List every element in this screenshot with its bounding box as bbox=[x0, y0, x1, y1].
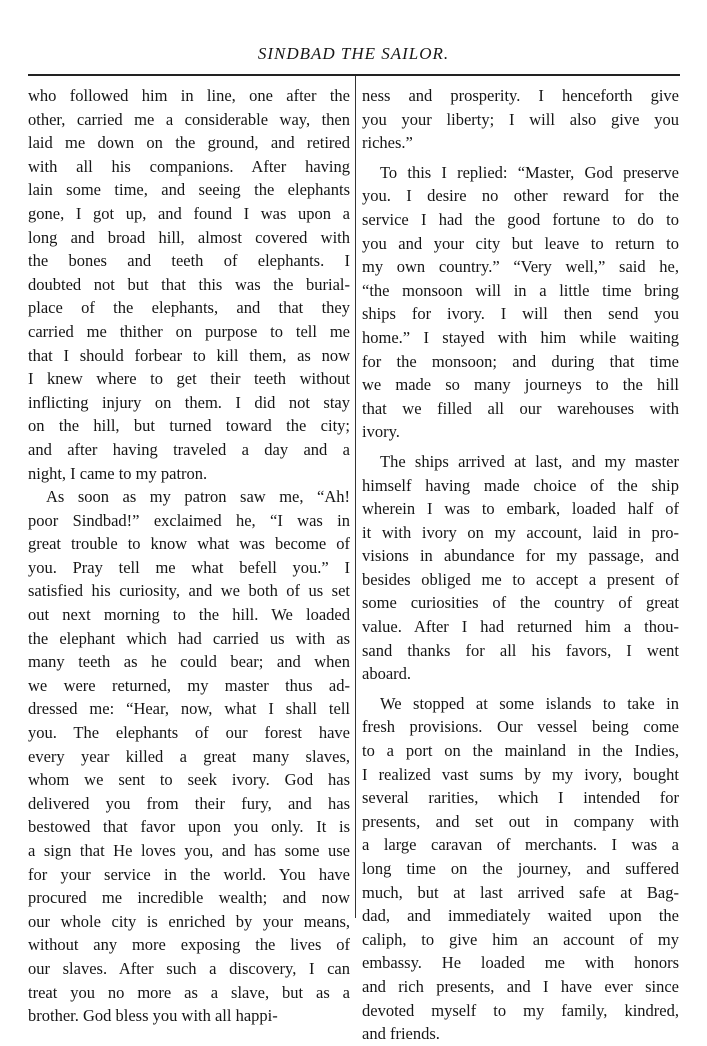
text-line: long and broad hill, almost covered with bbox=[28, 227, 350, 247]
text-line: the bones and teeth of elephants. I bbox=[28, 251, 350, 271]
text-line: we were returned, my master thus ad- bbox=[28, 675, 350, 695]
paragraph bbox=[362, 450, 679, 686]
text-line: you your liberty; I will also give you bbox=[362, 109, 679, 129]
text-line: who followed him in line, one after the bbox=[28, 86, 350, 105]
page-header-title: SINDBAD THE SAILOR. bbox=[257, 44, 450, 63]
text-line: dressed me: “Hear, now, what I shall tell bbox=[28, 699, 350, 719]
text-line: it with ivory on my account, laid in pro- bbox=[362, 522, 679, 542]
text-line: wherein I was to embark, loaded half of bbox=[362, 499, 679, 519]
text-line: laid me down on the ground, and retired bbox=[28, 133, 350, 153]
text-line: aboard. bbox=[362, 664, 412, 684]
paragraph bbox=[28, 84, 350, 485]
column-divider bbox=[355, 76, 356, 918]
paragraph bbox=[28, 485, 350, 1028]
paragraph bbox=[362, 161, 679, 444]
text-line: you. Pray tell me what befell you.” I bbox=[28, 557, 350, 577]
text-line: “the monsoon will in a little time bring bbox=[362, 280, 679, 300]
text-line: As soon as my patron saw me, “Ah! bbox=[46, 487, 350, 507]
text-line: night, I came to my patron. bbox=[28, 463, 208, 483]
text-line: delivered you from their fury, and has bbox=[28, 793, 350, 813]
text-line: some curiosities of the country of great bbox=[362, 593, 679, 613]
paragraph bbox=[362, 84, 679, 155]
text-line: presents, and set out in company with bbox=[362, 811, 679, 831]
text-line: you. The elephants of our forest have bbox=[28, 723, 350, 743]
text-line: riches.” bbox=[362, 133, 413, 153]
text-line: every year killed a great many slaves, bbox=[28, 746, 350, 766]
text-line: besides obliged me to accept a present of bbox=[362, 569, 679, 589]
text-line: our whole city is enriched by your means, bbox=[28, 911, 350, 931]
text-line: with all his companions. After having bbox=[28, 156, 350, 176]
text-line: that we filled all our warehouses with bbox=[362, 398, 679, 418]
text-line: himself having made choice of the ship bbox=[362, 475, 679, 495]
text-line: you. I desire no other reward for the bbox=[362, 186, 679, 206]
text-line: I knew where to get their teeth without bbox=[28, 369, 350, 389]
text-line: our slaves. After such a discovery, I can bbox=[28, 958, 350, 978]
text-line: procured me incredible wealth; and now bbox=[28, 888, 350, 908]
text-line: on the hill, but turned toward the city; bbox=[28, 416, 350, 436]
paragraph bbox=[362, 692, 679, 1046]
text-line: a sign that He loves you, and has some use bbox=[28, 841, 350, 860]
text-line: fresh provisions. Our vessel being come bbox=[362, 717, 679, 737]
text-line: service I had the good fortune to do to bbox=[362, 209, 679, 229]
text-line: value. After I had returned him a thou- bbox=[362, 617, 679, 637]
text-line: carried me thither on purpose to tell me bbox=[28, 321, 350, 341]
left-column bbox=[28, 84, 350, 1028]
text-line: for the monsoon; and during that time bbox=[362, 351, 679, 371]
text-line: ness and prosperity. I henceforth give bbox=[362, 86, 679, 105]
header-rule bbox=[28, 74, 680, 76]
text-line: treat you no more as a slave, but as a bbox=[28, 982, 350, 1002]
text-line: several rarities, which I intended for bbox=[362, 788, 679, 808]
text-line: whom we sent to seek ivory. God has bbox=[28, 770, 350, 790]
text-line: many teeth as he could bear; and when bbox=[28, 652, 350, 672]
text-line: and friends. bbox=[362, 1024, 440, 1044]
text-line: satisfied his curiosity, and we both of us set bbox=[28, 581, 350, 601]
text-line: and after having traveled a day and a bbox=[28, 439, 350, 459]
text-line: ivory. bbox=[362, 422, 400, 442]
text-line: my own country.” “Very well,” said he, bbox=[362, 257, 679, 277]
text-line: dad, and immediately waited upon the bbox=[362, 906, 679, 926]
text-line: long time on the journey, and suffered bbox=[362, 859, 679, 878]
text-line: we made so many journeys to the hill bbox=[362, 375, 679, 395]
text-line: poor Sindbad!” exclaimed he, “I was in bbox=[28, 510, 350, 530]
text-line: We stopped at some islands to take in bbox=[380, 693, 679, 713]
text-line: devoted myself to my family, kindred, bbox=[362, 1000, 679, 1020]
text-line: place of the elephants, and that they bbox=[28, 298, 350, 318]
text-line: great trouble to know what was become of bbox=[28, 534, 350, 554]
text-line: sand thanks for all his favors, I went bbox=[362, 640, 679, 660]
text-line: you and your city but leave to return to bbox=[362, 233, 679, 253]
text-line: I realized vast sums by my ivory, bought bbox=[362, 764, 679, 784]
text-line: and rich presents, and I have ever since bbox=[362, 976, 679, 996]
text-line: a large caravan of merchants. I was a bbox=[362, 835, 679, 855]
text-line: out next morning to the hill. We loaded bbox=[28, 605, 350, 625]
text-line: to a port on the mainland in the Indies, bbox=[362, 741, 679, 761]
text-line: doubted not but that this was the burial- bbox=[28, 274, 350, 294]
right-column bbox=[362, 84, 679, 1046]
text-line: ships for ivory. I will then send you bbox=[362, 304, 679, 324]
text-line: much, but at last arrived safe at Bag- bbox=[362, 882, 679, 902]
text-line: The ships arrived at last, and my master bbox=[380, 451, 679, 471]
text-line: for your service in the world. You have bbox=[28, 864, 350, 884]
text-line: caliph, to give him an account of my bbox=[362, 929, 679, 949]
text-line: bestowed that favor upon you only. It is bbox=[28, 817, 350, 837]
text-line: that I should forbear to kill them, as now bbox=[28, 345, 350, 365]
text-line: lain some time, and seeing the elephants bbox=[28, 180, 350, 200]
text-line: inflicting injury on them. I did not stay bbox=[28, 392, 350, 412]
text-line: brother. God bless you with all happi- bbox=[28, 1006, 278, 1026]
text-line: other, carried me a considerable way, then bbox=[28, 109, 350, 129]
text-line: gone, I got up, and found I was upon a bbox=[28, 203, 350, 223]
text-line: embassy. He loaded me with honors bbox=[362, 953, 679, 973]
text-line: home.” I stayed with him while waiting bbox=[362, 327, 679, 347]
text-line: without any more exposing the lives of bbox=[28, 935, 350, 955]
text-line: visions in abundance for my passage, and bbox=[362, 546, 679, 566]
text-line: the elephant which had carried us with as bbox=[28, 628, 350, 648]
text-line: To this I replied: “Master, God preserve bbox=[380, 162, 679, 182]
